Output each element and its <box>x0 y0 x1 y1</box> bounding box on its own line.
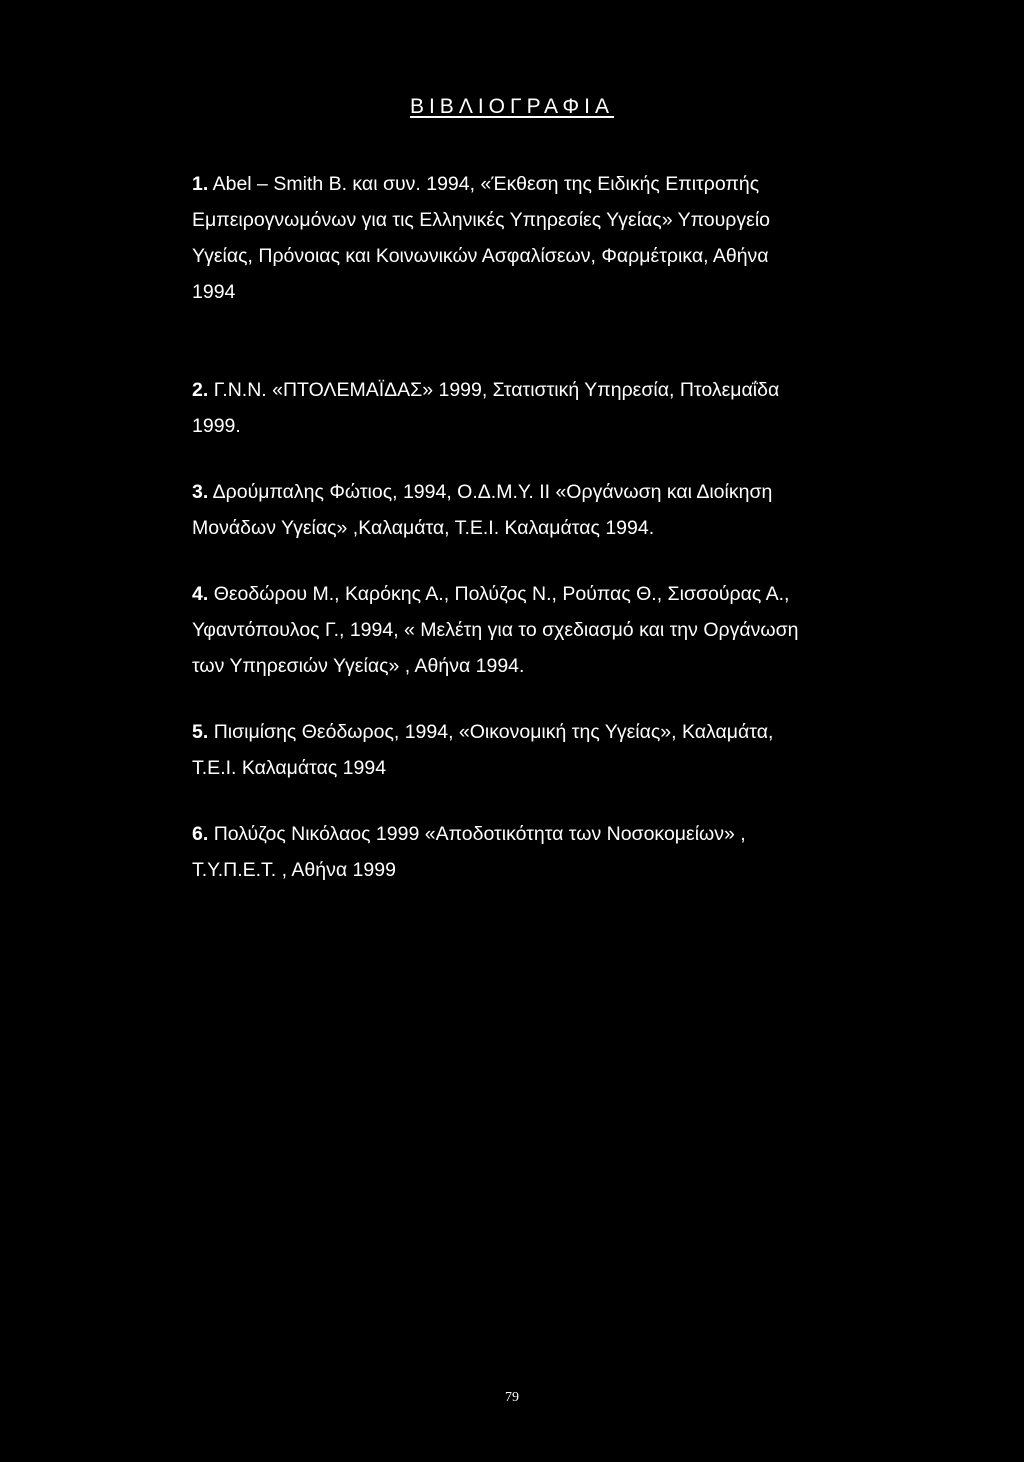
reference-list <box>192 166 882 888</box>
page-title: ΒΙΒΛΙΟΓΡΑΦΙΑ <box>409 95 615 118</box>
reference-item <box>192 166 882 310</box>
page-number: 79 <box>505 1390 519 1405</box>
reference-text: Πισιμίσης Θεόδωρος, 1994, «Οικονομική της Υγείας», Καλαμάτα, Τ.Ε.Ι. Καλαμάτας 1994 <box>192 721 774 779</box>
reference-item <box>192 372 882 444</box>
reference-number: 5. <box>192 721 209 743</box>
reference-number: 2. <box>192 379 209 401</box>
reference-text: Δρούμπαλης Φώτιος, 1994, Ο.Δ.Μ.Υ. ΙΙ «Οργάνωση και Διοίκηση Μονάδων Υγείας» ,Καλαμάτα, Τ.Ε.Ι. Καλαμάτας 1994. <box>192 481 773 539</box>
reference-item <box>192 816 882 888</box>
reference-text: Abel – Smith B. και συν. 1994, «Έκθεση της Ειδικής Επιτροπής Εμπειρογνωμόνων για τις Ελληνικές Υπηρεσίες Υγείας» Υπουργείο Υγείας, Πρόνοιας και Κοινωνικών Ασφαλίσεων, Φαρμέτρικα, Αθήνα 1994 <box>192 173 771 303</box>
reference-number: 4. <box>192 583 209 605</box>
reference-text: Πολύζος Νικόλαος 1999 «Αποδοτικότητα των Νοσοκομείων» , Τ.Υ.Π.Ε.Τ. , Αθήνα 1999 <box>192 823 746 881</box>
reference-item <box>192 576 882 684</box>
reference-text: Θεοδώρου Μ., Καρόκης Α., Πολύζος Ν., Ρούπας Θ., Σισσούρας Α., Υφαντόπουλος Γ., 1994, « Μελέτη για το σχεδιασμό και την Οργάνωση των Υπηρεσιών Υγείας» , Αθήνα 1994. <box>192 583 799 677</box>
reference-item <box>192 474 882 546</box>
reference-number: 6. <box>192 823 209 845</box>
reference-number: 3. <box>192 481 209 503</box>
reference-text: Γ.Ν.Ν. «ΠΤΟΛΕΜΑΪΔΑΣ» 1999, Στατιστική Υπηρεσία, Πτολεμαΐδα 1999. <box>192 379 780 437</box>
reference-item <box>192 714 882 786</box>
reference-number: 1. <box>192 173 209 195</box>
